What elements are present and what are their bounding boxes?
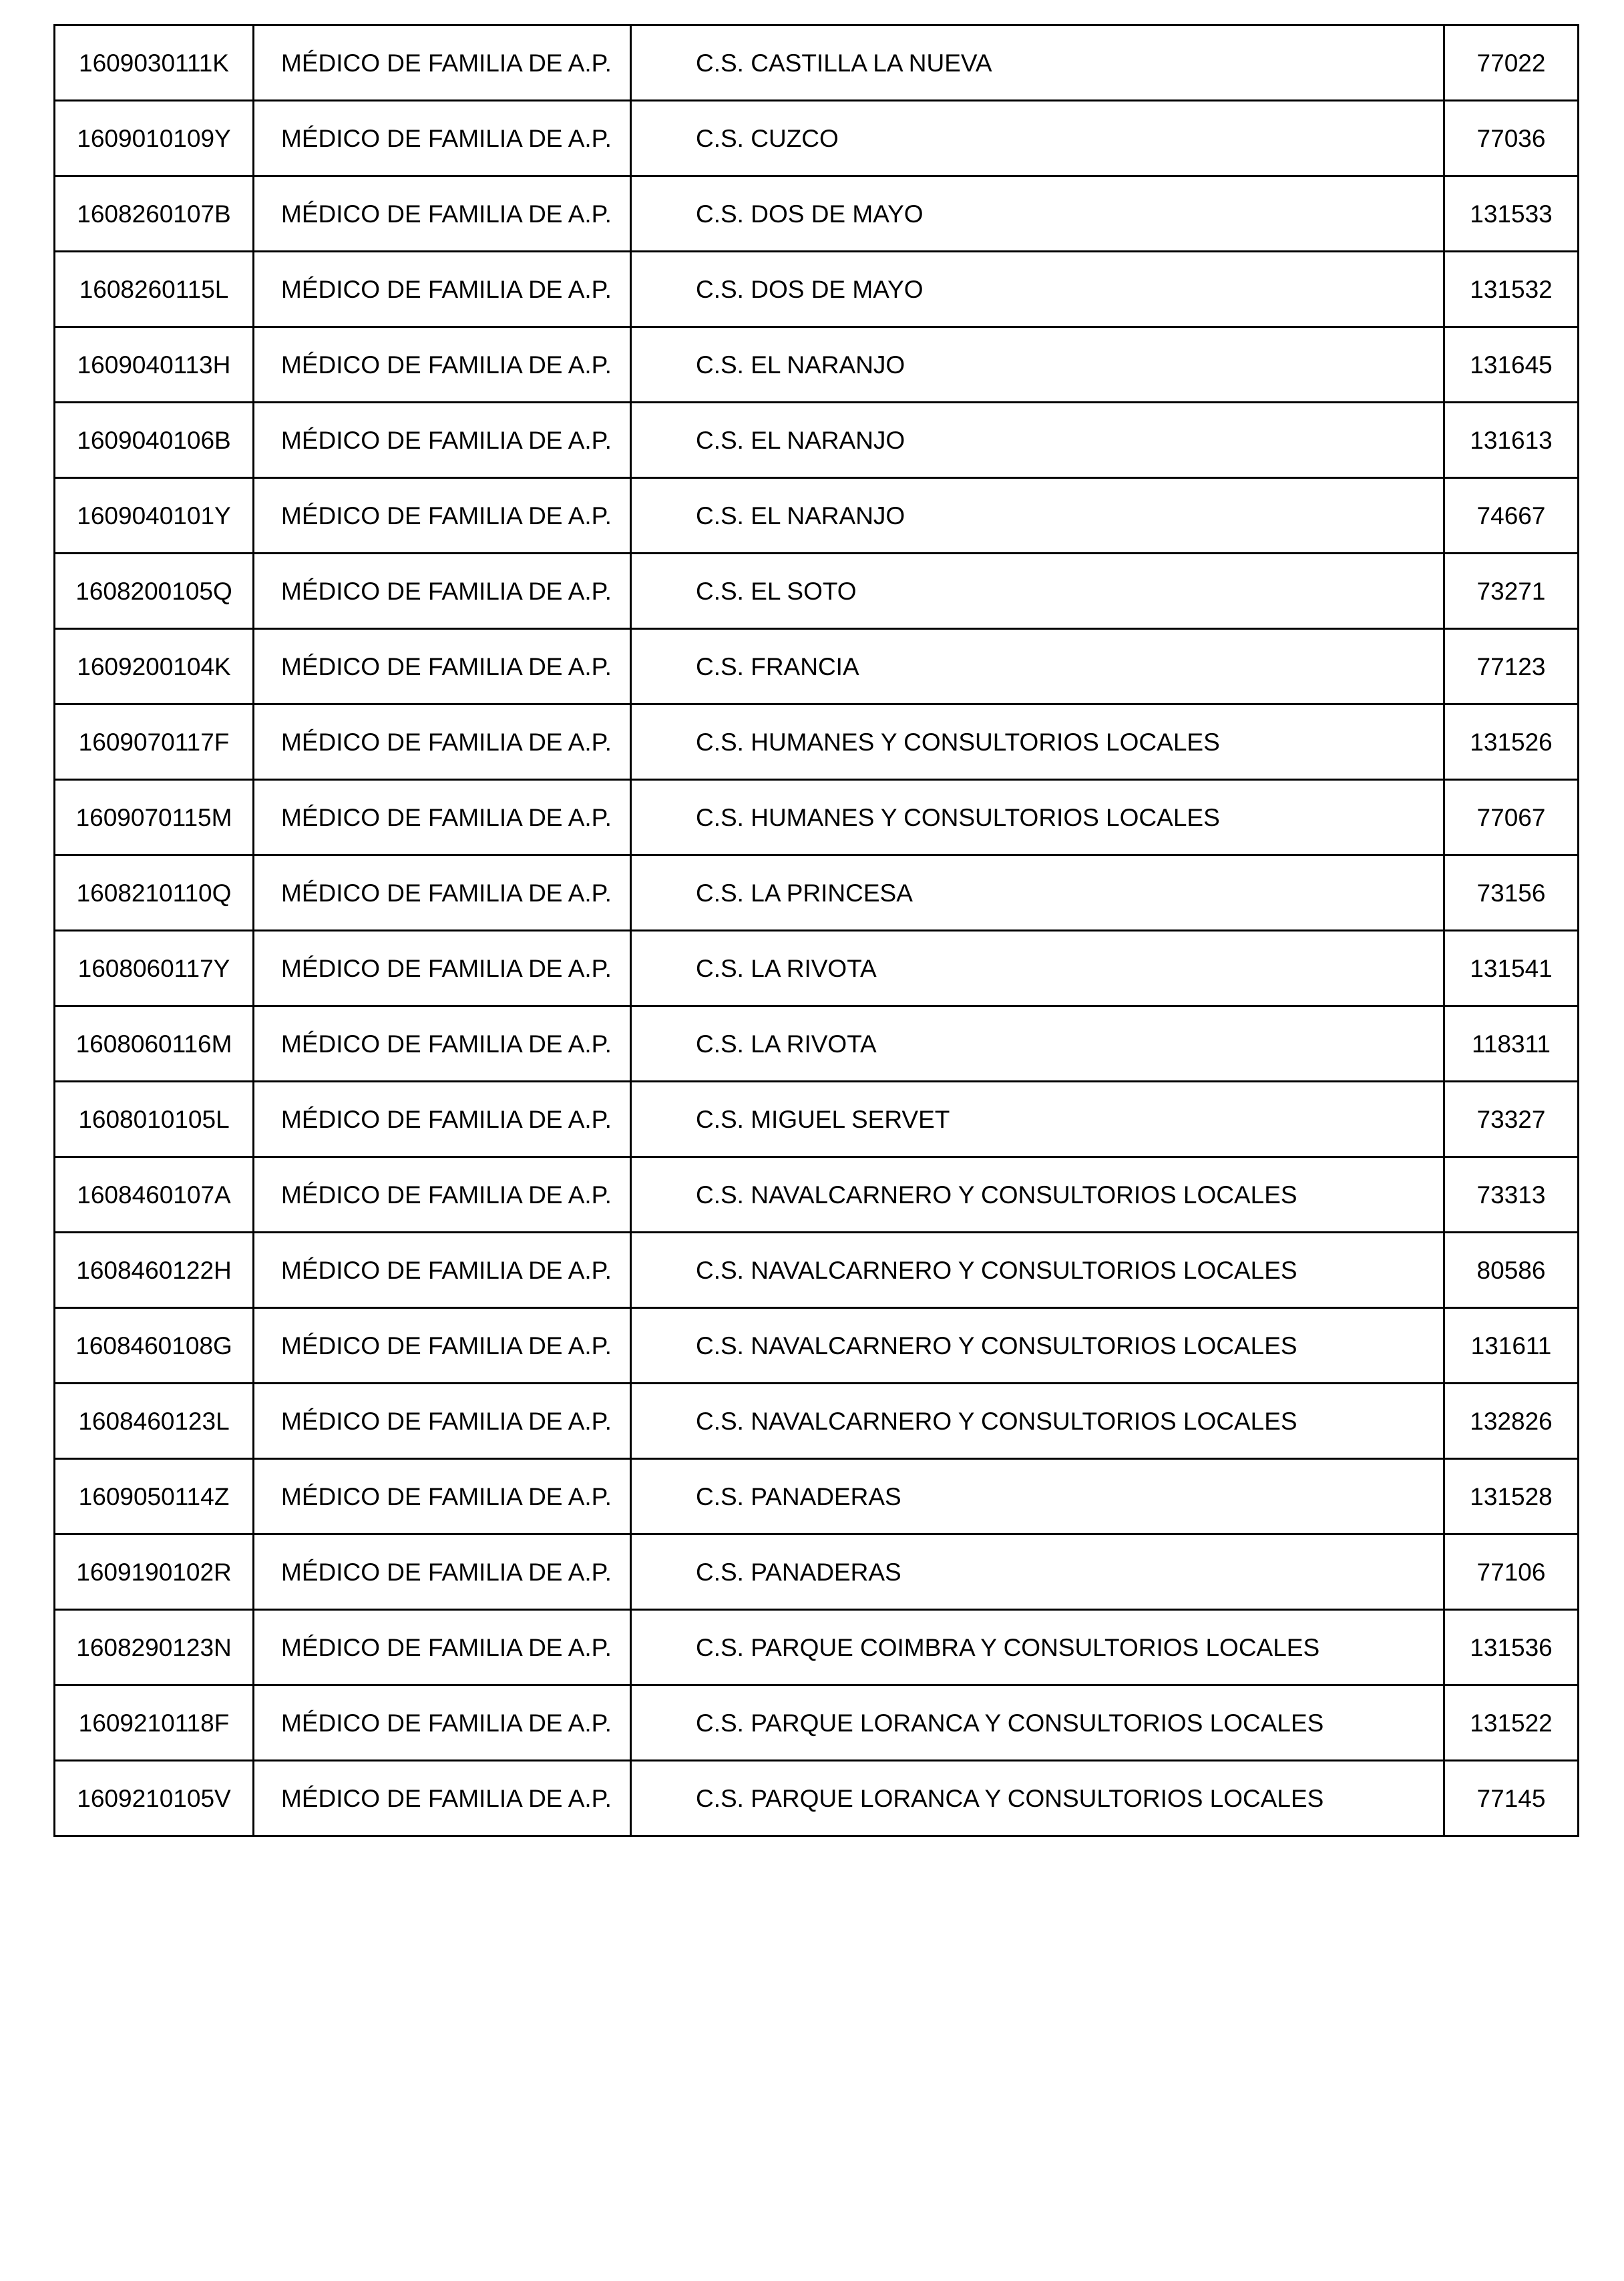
number-cell: 131522 (1444, 1685, 1579, 1761)
number-cell: 131528 (1444, 1459, 1579, 1534)
category-cell: MÉDICO DE FAMILIA DE A.P. (254, 1157, 631, 1233)
health-center-cell: C.S. DOS DE MAYO (631, 176, 1444, 252)
number-cell: 131536 (1444, 1610, 1579, 1685)
category-cell: MÉDICO DE FAMILIA DE A.P. (254, 1006, 631, 1082)
health-center-cell: C.S. NAVALCARNERO Y CONSULTORIOS LOCALES (631, 1308, 1444, 1384)
table-row (55, 25, 1579, 101)
table-row (55, 1157, 1579, 1233)
position-code-cell: 1608460108G (55, 1308, 254, 1384)
position-code-cell: 1609030111K (55, 25, 254, 101)
table-row (55, 1534, 1579, 1610)
table-row (55, 1233, 1579, 1308)
health-center-cell: C.S. LA RIVOTA (631, 931, 1444, 1006)
category-cell: MÉDICO DE FAMILIA DE A.P. (254, 101, 631, 176)
number-cell: 131541 (1444, 931, 1579, 1006)
category-cell: MÉDICO DE FAMILIA DE A.P. (254, 704, 631, 780)
category-cell: MÉDICO DE FAMILIA DE A.P. (254, 403, 631, 478)
position-code-cell: 1608260115L (55, 252, 254, 327)
position-code-cell: 1609210118F (55, 1685, 254, 1761)
health-center-cell: C.S. EL NARANJO (631, 403, 1444, 478)
table-row (55, 704, 1579, 780)
position-code-cell: 1608460122H (55, 1233, 254, 1308)
health-center-cell: C.S. CUZCO (631, 101, 1444, 176)
position-code-cell: 1609200104K (55, 629, 254, 704)
table-row (55, 931, 1579, 1006)
category-cell: MÉDICO DE FAMILIA DE A.P. (254, 1685, 631, 1761)
number-cell: 77036 (1444, 101, 1579, 176)
health-center-cell: C.S. NAVALCARNERO Y CONSULTORIOS LOCALES (631, 1157, 1444, 1233)
number-cell: 131526 (1444, 704, 1579, 780)
position-code-cell: 1609050114Z (55, 1459, 254, 1534)
position-code-cell: 1609040113H (55, 327, 254, 403)
position-code-cell: 1609040106B (55, 403, 254, 478)
table-row (55, 629, 1579, 704)
position-code-cell: 1609190102R (55, 1534, 254, 1610)
position-code-cell: 1608210110Q (55, 855, 254, 931)
table-row (55, 1384, 1579, 1459)
category-cell: MÉDICO DE FAMILIA DE A.P. (254, 1233, 631, 1308)
health-center-cell: C.S. HUMANES Y CONSULTORIOS LOCALES (631, 780, 1444, 855)
category-cell: MÉDICO DE FAMILIA DE A.P. (254, 1384, 631, 1459)
health-center-cell: C.S. CASTILLA LA NUEVA (631, 25, 1444, 101)
table-row (55, 855, 1579, 931)
table-row (55, 176, 1579, 252)
position-code-cell: 1608060116M (55, 1006, 254, 1082)
category-cell: MÉDICO DE FAMILIA DE A.P. (254, 252, 631, 327)
health-center-cell: C.S. MIGUEL SERVET (631, 1082, 1444, 1157)
category-cell: MÉDICO DE FAMILIA DE A.P. (254, 855, 631, 931)
health-center-cell: C.S. NAVALCARNERO Y CONSULTORIOS LOCALES (631, 1384, 1444, 1459)
table-body (55, 25, 1579, 1836)
category-cell: MÉDICO DE FAMILIA DE A.P. (254, 1610, 631, 1685)
table-row (55, 1685, 1579, 1761)
category-cell: MÉDICO DE FAMILIA DE A.P. (254, 478, 631, 554)
number-cell: 73271 (1444, 554, 1579, 629)
number-cell: 77067 (1444, 780, 1579, 855)
health-center-cell: C.S. HUMANES Y CONSULTORIOS LOCALES (631, 704, 1444, 780)
health-center-cell: C.S. NAVALCARNERO Y CONSULTORIOS LOCALES (631, 1233, 1444, 1308)
position-code-cell: 1609040101Y (55, 478, 254, 554)
category-cell: MÉDICO DE FAMILIA DE A.P. (254, 1308, 631, 1384)
number-cell: 77145 (1444, 1761, 1579, 1836)
position-code-cell: 1609210105V (55, 1761, 254, 1836)
health-center-cell: C.S. DOS DE MAYO (631, 252, 1444, 327)
number-cell: 132826 (1444, 1384, 1579, 1459)
category-cell: MÉDICO DE FAMILIA DE A.P. (254, 780, 631, 855)
number-cell: 77022 (1444, 25, 1579, 101)
health-center-cell: C.S. LA RIVOTA (631, 1006, 1444, 1082)
table-row (55, 1761, 1579, 1836)
position-code-cell: 1608460123L (55, 1384, 254, 1459)
number-cell: 131611 (1444, 1308, 1579, 1384)
number-cell: 77106 (1444, 1534, 1579, 1610)
category-cell: MÉDICO DE FAMILIA DE A.P. (254, 629, 631, 704)
number-cell: 118311 (1444, 1006, 1579, 1082)
table-row (55, 403, 1579, 478)
category-cell: MÉDICO DE FAMILIA DE A.P. (254, 554, 631, 629)
number-cell: 77123 (1444, 629, 1579, 704)
table-row (55, 478, 1579, 554)
category-cell: MÉDICO DE FAMILIA DE A.P. (254, 25, 631, 101)
number-cell: 73327 (1444, 1082, 1579, 1157)
number-cell: 73156 (1444, 855, 1579, 931)
table-row (55, 1610, 1579, 1685)
position-code-cell: 1608010105L (55, 1082, 254, 1157)
table-row (55, 252, 1579, 327)
category-cell: MÉDICO DE FAMILIA DE A.P. (254, 1459, 631, 1534)
table-row (55, 554, 1579, 629)
number-cell: 131533 (1444, 176, 1579, 252)
position-code-cell: 1608290123N (55, 1610, 254, 1685)
category-cell: MÉDICO DE FAMILIA DE A.P. (254, 1082, 631, 1157)
health-center-cell: C.S. EL NARANJO (631, 327, 1444, 403)
category-cell: MÉDICO DE FAMILIA DE A.P. (254, 327, 631, 403)
health-center-cell: C.S. LA PRINCESA (631, 855, 1444, 931)
table-row (55, 1082, 1579, 1157)
health-center-cell: C.S. EL NARANJO (631, 478, 1444, 554)
health-center-cell: C.S. EL SOTO (631, 554, 1444, 629)
position-code-cell: 1608060117Y (55, 931, 254, 1006)
health-center-cell: C.S. PANADERAS (631, 1534, 1444, 1610)
health-center-cell: C.S. FRANCIA (631, 629, 1444, 704)
position-code-cell: 1609010109Y (55, 101, 254, 176)
table-row (55, 101, 1579, 176)
category-cell: MÉDICO DE FAMILIA DE A.P. (254, 176, 631, 252)
table-row (55, 1308, 1579, 1384)
position-code-cell: 1608260107B (55, 176, 254, 252)
number-cell: 131532 (1444, 252, 1579, 327)
table-row (55, 1006, 1579, 1082)
health-center-cell: C.S. PARQUE COIMBRA Y CONSULTORIOS LOCALES (631, 1610, 1444, 1685)
category-cell: MÉDICO DE FAMILIA DE A.P. (254, 1761, 631, 1836)
position-code-cell: 1609070117F (55, 704, 254, 780)
position-code-cell: 1608200105Q (55, 554, 254, 629)
position-code-cell: 1608460107A (55, 1157, 254, 1233)
number-cell: 74667 (1444, 478, 1579, 554)
number-cell: 131613 (1444, 403, 1579, 478)
health-center-cell: C.S. PARQUE LORANCA Y CONSULTORIOS LOCALES (631, 1685, 1444, 1761)
table-row (55, 1459, 1579, 1534)
number-cell: 73313 (1444, 1157, 1579, 1233)
position-code-cell: 1609070115M (55, 780, 254, 855)
health-center-cell: C.S. PANADERAS (631, 1459, 1444, 1534)
category-cell: MÉDICO DE FAMILIA DE A.P. (254, 931, 631, 1006)
table-row (55, 327, 1579, 403)
health-center-cell: C.S. PARQUE LORANCA Y CONSULTORIOS LOCALES (631, 1761, 1444, 1836)
positions-table (53, 24, 1579, 1837)
number-cell: 80586 (1444, 1233, 1579, 1308)
number-cell: 131645 (1444, 327, 1579, 403)
category-cell: MÉDICO DE FAMILIA DE A.P. (254, 1534, 631, 1610)
table-row (55, 780, 1579, 855)
